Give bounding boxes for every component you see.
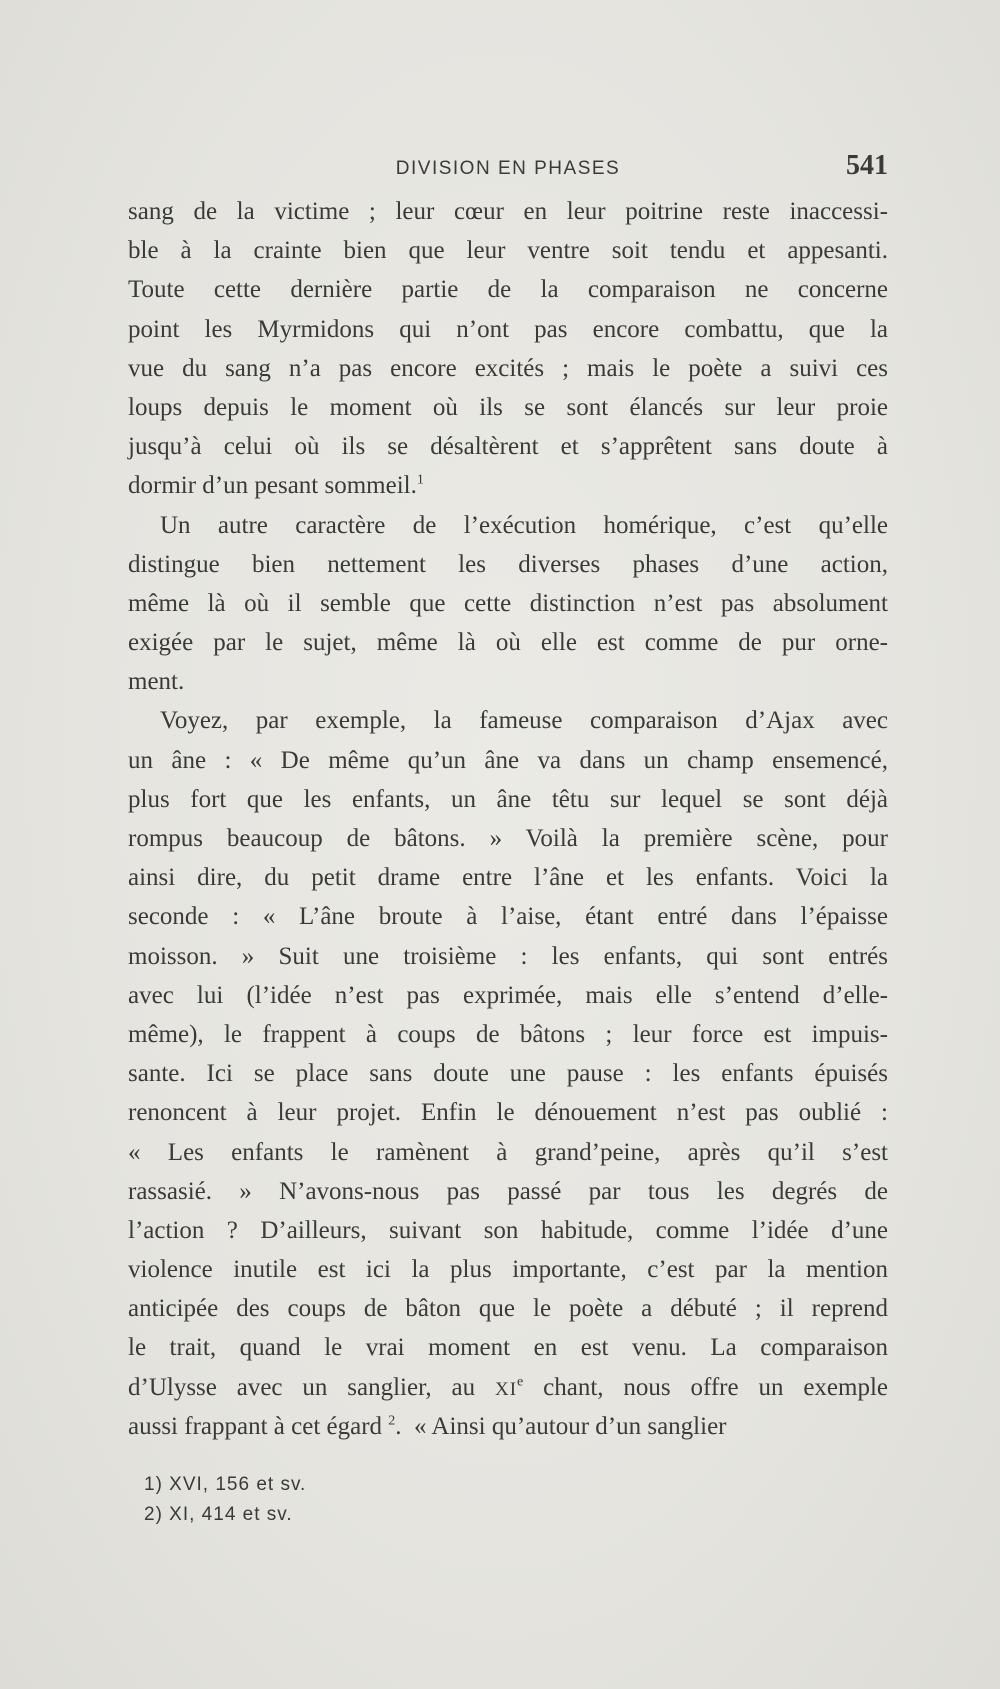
text-line: exigée par le sujet, même là où elle est comme de pur orne- [128,629,888,657]
footnotes [144,1470,544,1530]
superscript-e: e [517,1374,524,1390]
text-line: plus fort que les enfants, un âne têtu sur lequel se sont déjà [128,785,888,813]
text-line: sante. Ici se place sans doute une pause : les enfants épuisés [128,1060,888,1088]
text-line: ment. [128,668,185,696]
page-header [128,150,888,184]
text-line: point les Myrmidons qui n’ont pas encore combattu, que la [128,315,888,343]
text-line: ainsi dire, du petit drame entre l’âne et les enfants. Voici la [128,864,888,892]
text-line: l’action ? D’ailleurs, suivant son habitude, comme l’idée d’une [128,1216,888,1244]
chant-roman-numeral: XI [494,1378,518,1400]
text-line: moisson. » Suit une troisième : les enfants, qui sont entrés [128,942,888,970]
text-line: dormir d’un pesant sommeil.$^1$ [128,472,424,500]
text-line: violence inutile est ici la plus importante, c’est par la mention [128,1256,888,1284]
text-line: rassasié. » N’avons-nous pas passé par tous les degrés de [128,1177,888,1205]
text-line: « Les enfants le ramènent à grand’peine, après qu’il s’est [128,1138,888,1166]
text-line: aussi frappant à cet égard $^2$. « Ainsi qu’autour d’un sanglier [128,1412,727,1440]
text-line: même là où il semble que cette distinction n’est pas absolument [128,589,888,617]
text-line: ble à la crainte bien que leur ventre soit tendu et appesanti. [128,237,888,265]
text-line: d’Ulysse avec un sanglier, au XIe chant, nous offre un exemple [128,1373,889,1401]
text-line: le trait, quand le vrai moment en est venu. La comparaison [128,1334,888,1362]
footnote: 2) XI, 414 et sv. [144,1504,293,1525]
text-line: distingue bien nettement les diverses phases d’une action, [128,550,888,578]
body-text [128,192,888,1446]
text-line: seconde : « L’âne broute à l’aise, étant entré dans l’épaisse [128,903,888,931]
text-line: renoncent à leur projet. Enfin le dénouement n’est pas oublié : [128,1099,888,1127]
text-line: sang de la victime ; leur cœur en leur poitrine reste inaccessi- [128,198,888,225]
text-line: Toute cette dernière partie de la comparaison ne concerne [128,276,888,304]
text-line: jusqu’à celui où ils se désaltèrent et s’apprêtent sans doute à [128,433,888,461]
text-line: Voyez, par exemple, la fameuse comparaison d’Ajax avec [160,707,888,735]
footnote-marker: 2 [388,1413,396,1429]
text-line: anticipée des coups de bâton que le poète a débuté ; il reprend [128,1295,888,1323]
page-number: 541 [846,150,888,181]
text-line: même), le frappent à coups de bâtons ; leur force est impuis- [128,1020,888,1048]
running-title: DIVISION EN PHASES [395,158,621,179]
text-line: loups depuis le moment où ils se sont élancés sur leur proie [128,393,888,421]
text-line: un âne : « De même qu’un âne va dans un champ ensemencé, [128,746,888,774]
text-line: avec lui (l’idée n’est pas exprimée, mais elle s’entend d’elle- [128,981,888,1009]
text-line: rompus beaucoup de bâtons. » Voilà la première scène, pour [128,825,888,852]
footnote: 1) XVI, 156 et sv. [144,1474,307,1495]
text-line: vue du sang n’a pas encore excités ; mais le poète a suivi ces [128,354,888,382]
text-line: Un autre caractère de l’exécution homérique, c’est qu’elle [160,511,888,539]
footnote-marker: 1 [416,472,424,488]
